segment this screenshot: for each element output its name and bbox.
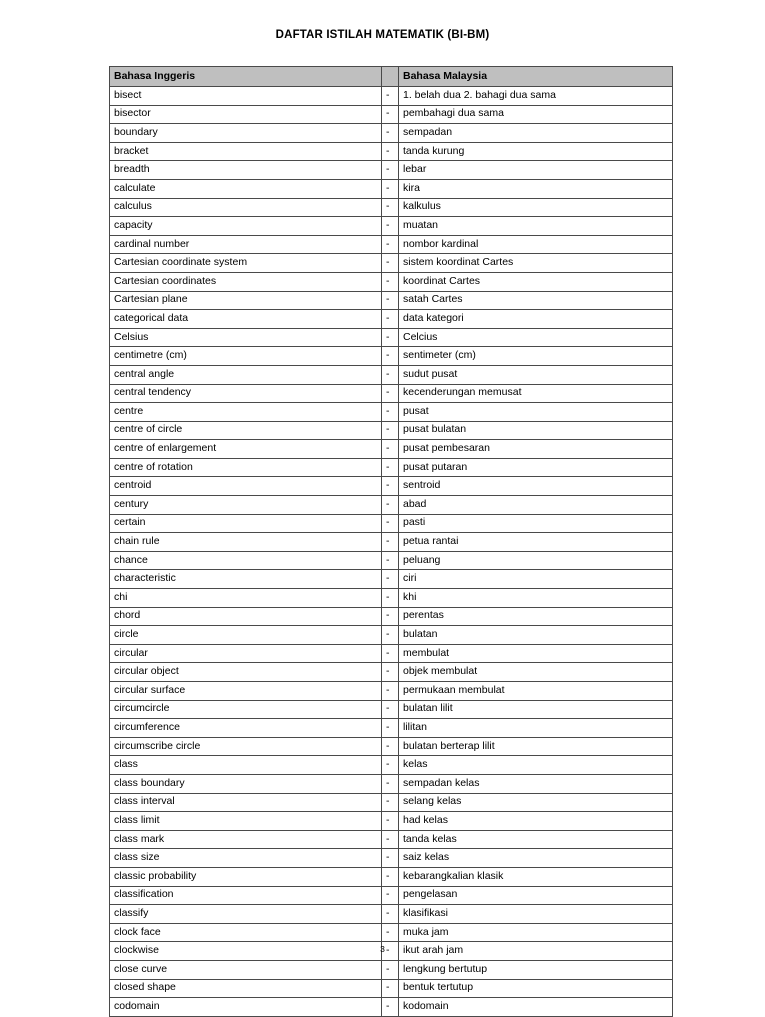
cell-english-term: bisect bbox=[110, 87, 382, 106]
cell-malay-term: sentroid bbox=[399, 477, 673, 496]
cell-english-term: breadth bbox=[110, 161, 382, 180]
cell-malay-term: perentas bbox=[399, 607, 673, 626]
table-row bbox=[110, 923, 673, 942]
cell-separator: - bbox=[382, 384, 399, 403]
table-row bbox=[110, 477, 673, 496]
cell-separator: - bbox=[382, 644, 399, 663]
table-row bbox=[110, 663, 673, 682]
cell-english-term: centroid bbox=[110, 477, 382, 496]
cell-separator: - bbox=[382, 403, 399, 422]
table-row bbox=[110, 384, 673, 403]
cell-malay-term: sentimeter (cm) bbox=[399, 347, 673, 366]
cell-separator: - bbox=[382, 849, 399, 868]
cell-english-term: class bbox=[110, 756, 382, 775]
cell-malay-term: peluang bbox=[399, 551, 673, 570]
table-row bbox=[110, 737, 673, 756]
cell-malay-term: bulatan berterap lilit bbox=[399, 737, 673, 756]
cell-separator: - bbox=[382, 960, 399, 979]
cell-malay-term: lengkung bertutup bbox=[399, 960, 673, 979]
page-title: DAFTAR ISTILAH MATEMATIK (BI-BM) bbox=[275, 29, 490, 41]
cell-malay-term: lilitan bbox=[399, 719, 673, 738]
cell-separator: - bbox=[382, 310, 399, 329]
cell-separator: - bbox=[382, 607, 399, 626]
cell-malay-term: pembahagi dua sama bbox=[399, 105, 673, 124]
cell-separator: - bbox=[382, 719, 399, 738]
cell-english-term: circular surface bbox=[110, 682, 382, 701]
table-row bbox=[110, 551, 673, 570]
cell-malay-term: tanda kelas bbox=[399, 830, 673, 849]
table-row bbox=[110, 105, 673, 124]
column-header-english: Bahasa Inggeris bbox=[110, 67, 382, 87]
cell-malay-term: lebar bbox=[399, 161, 673, 180]
cell-malay-term: 1. belah dua 2. bahagi dua sama bbox=[399, 87, 673, 106]
cell-english-term: circumcircle bbox=[110, 700, 382, 719]
table-row bbox=[110, 589, 673, 608]
cell-english-term: chain rule bbox=[110, 533, 382, 552]
cell-malay-term: kelas bbox=[399, 756, 673, 775]
cell-malay-term: bentuk tertutup bbox=[399, 979, 673, 998]
table-row bbox=[110, 700, 673, 719]
table-row bbox=[110, 756, 673, 775]
cell-malay-term: selang kelas bbox=[399, 793, 673, 812]
cell-separator: - bbox=[382, 886, 399, 905]
cell-english-term: clockwise bbox=[110, 942, 382, 961]
cell-separator: - bbox=[382, 198, 399, 217]
table-row bbox=[110, 403, 673, 422]
cell-english-term: categorical data bbox=[110, 310, 382, 329]
table-row bbox=[110, 272, 673, 291]
glossary-table-container bbox=[109, 66, 672, 1017]
cell-malay-term: pengelasan bbox=[399, 886, 673, 905]
cell-english-term: centre of circle bbox=[110, 421, 382, 440]
table-row bbox=[110, 235, 673, 254]
cell-english-term: circumscribe circle bbox=[110, 737, 382, 756]
cell-malay-term: kira bbox=[399, 179, 673, 198]
cell-malay-term: petua rantai bbox=[399, 533, 673, 552]
cell-malay-term: bulatan bbox=[399, 626, 673, 645]
cell-separator: - bbox=[382, 682, 399, 701]
cell-malay-term: membulat bbox=[399, 644, 673, 663]
cell-malay-term: ciri bbox=[399, 570, 673, 589]
table-row bbox=[110, 310, 673, 329]
cell-separator: - bbox=[382, 87, 399, 106]
cell-separator: - bbox=[382, 496, 399, 515]
cell-malay-term: muka jam bbox=[399, 923, 673, 942]
cell-separator: - bbox=[382, 942, 399, 961]
cell-malay-term: sempadan bbox=[399, 124, 673, 143]
cell-separator: - bbox=[382, 477, 399, 496]
cell-english-term: characteristic bbox=[110, 570, 382, 589]
cell-malay-term: kecenderungan memusat bbox=[399, 384, 673, 403]
cell-english-term: classify bbox=[110, 905, 382, 924]
table-row bbox=[110, 830, 673, 849]
cell-malay-term: abad bbox=[399, 496, 673, 515]
table-row bbox=[110, 87, 673, 106]
table-row bbox=[110, 626, 673, 645]
cell-malay-term: pusat putaran bbox=[399, 458, 673, 477]
cell-separator: - bbox=[382, 793, 399, 812]
table-row bbox=[110, 254, 673, 273]
cell-separator: - bbox=[382, 254, 399, 273]
cell-malay-term: permukaan membulat bbox=[399, 682, 673, 701]
table-row bbox=[110, 533, 673, 552]
cell-separator: - bbox=[382, 179, 399, 198]
cell-separator: - bbox=[382, 830, 399, 849]
cell-separator: - bbox=[382, 589, 399, 608]
table-row bbox=[110, 774, 673, 793]
table-body bbox=[110, 87, 673, 1017]
table-row bbox=[110, 161, 673, 180]
cell-separator: - bbox=[382, 533, 399, 552]
cell-malay-term: kodomain bbox=[399, 998, 673, 1017]
cell-malay-term: bulatan lilit bbox=[399, 700, 673, 719]
cell-english-term: capacity bbox=[110, 217, 382, 236]
table-row bbox=[110, 793, 673, 812]
cell-separator: - bbox=[382, 124, 399, 143]
cell-malay-term: kebarangkalian klasik bbox=[399, 867, 673, 886]
cell-malay-term: khi bbox=[399, 589, 673, 608]
cell-separator: - bbox=[382, 235, 399, 254]
cell-separator: - bbox=[382, 347, 399, 366]
cell-malay-term: klasifikasi bbox=[399, 905, 673, 924]
cell-malay-term: pusat bbox=[399, 403, 673, 422]
cell-malay-term: satah Cartes bbox=[399, 291, 673, 310]
cell-separator: - bbox=[382, 328, 399, 347]
cell-separator: - bbox=[382, 142, 399, 161]
cell-english-term: Cartesian coordinate system bbox=[110, 254, 382, 273]
cell-english-term: central tendency bbox=[110, 384, 382, 403]
cell-english-term: chord bbox=[110, 607, 382, 626]
cell-english-term: classic probability bbox=[110, 867, 382, 886]
cell-malay-term: had kelas bbox=[399, 812, 673, 831]
cell-english-term: class boundary bbox=[110, 774, 382, 793]
page-number: 3 bbox=[380, 944, 385, 954]
cell-separator: - bbox=[382, 756, 399, 775]
cell-english-term: boundary bbox=[110, 124, 382, 143]
table-row bbox=[110, 179, 673, 198]
cell-english-term: centre of enlargement bbox=[110, 440, 382, 459]
cell-english-term: centre of rotation bbox=[110, 458, 382, 477]
cell-separator: - bbox=[382, 421, 399, 440]
cell-separator: - bbox=[382, 923, 399, 942]
cell-malay-term: nombor kardinal bbox=[399, 235, 673, 254]
table-row bbox=[110, 719, 673, 738]
cell-malay-term: saiz kelas bbox=[399, 849, 673, 868]
cell-english-term: centre bbox=[110, 403, 382, 422]
cell-separator: - bbox=[382, 905, 399, 924]
table-row bbox=[110, 812, 673, 831]
cell-english-term: codomain bbox=[110, 998, 382, 1017]
cell-english-term: chi bbox=[110, 589, 382, 608]
cell-english-term: calculus bbox=[110, 198, 382, 217]
cell-english-term: chance bbox=[110, 551, 382, 570]
table-row bbox=[110, 644, 673, 663]
cell-malay-term: sempadan kelas bbox=[399, 774, 673, 793]
table-row bbox=[110, 570, 673, 589]
cell-english-term: Cartesian plane bbox=[110, 291, 382, 310]
cell-english-term: class size bbox=[110, 849, 382, 868]
table-row bbox=[110, 198, 673, 217]
cell-separator: - bbox=[382, 737, 399, 756]
cell-malay-term: muatan bbox=[399, 217, 673, 236]
cell-separator: - bbox=[382, 551, 399, 570]
cell-english-term: class limit bbox=[110, 812, 382, 831]
table-row bbox=[110, 998, 673, 1017]
column-header-malay: Bahasa Malaysia bbox=[399, 67, 673, 87]
cell-separator: - bbox=[382, 458, 399, 477]
table-row bbox=[110, 979, 673, 998]
cell-separator: - bbox=[382, 663, 399, 682]
cell-english-term: Cartesian coordinates bbox=[110, 272, 382, 291]
cell-separator: - bbox=[382, 161, 399, 180]
cell-english-term: class mark bbox=[110, 830, 382, 849]
table-row bbox=[110, 328, 673, 347]
table-row bbox=[110, 124, 673, 143]
table-row bbox=[110, 905, 673, 924]
table-header bbox=[110, 67, 673, 87]
cell-separator: - bbox=[382, 774, 399, 793]
cell-separator: - bbox=[382, 570, 399, 589]
cell-separator: - bbox=[382, 217, 399, 236]
table-row bbox=[110, 440, 673, 459]
table-row bbox=[110, 886, 673, 905]
cell-separator: - bbox=[382, 979, 399, 998]
cell-malay-term: Celcius bbox=[399, 328, 673, 347]
table-row bbox=[110, 496, 673, 515]
cell-malay-term: sistem koordinat Cartes bbox=[399, 254, 673, 273]
table-row bbox=[110, 347, 673, 366]
cell-separator: - bbox=[382, 440, 399, 459]
cell-malay-term: tanda kurung bbox=[399, 142, 673, 161]
cell-english-term: calculate bbox=[110, 179, 382, 198]
cell-separator: - bbox=[382, 105, 399, 124]
cell-separator: - bbox=[382, 514, 399, 533]
cell-separator: - bbox=[382, 867, 399, 886]
cell-separator: - bbox=[382, 998, 399, 1017]
cell-english-term: central angle bbox=[110, 365, 382, 384]
table-row bbox=[110, 849, 673, 868]
cell-english-term: circular bbox=[110, 644, 382, 663]
cell-english-term: bisector bbox=[110, 105, 382, 124]
cell-english-term: clock face bbox=[110, 923, 382, 942]
cell-malay-term: pasti bbox=[399, 514, 673, 533]
cell-malay-term: pusat pembesaran bbox=[399, 440, 673, 459]
table-row bbox=[110, 291, 673, 310]
cell-malay-term: data kategori bbox=[399, 310, 673, 329]
cell-english-term: closed shape bbox=[110, 979, 382, 998]
table-header-row bbox=[110, 67, 673, 87]
cell-malay-term: ikut arah jam bbox=[399, 942, 673, 961]
cell-separator: - bbox=[382, 365, 399, 384]
cell-english-term: close curve bbox=[110, 960, 382, 979]
cell-english-term: circular object bbox=[110, 663, 382, 682]
cell-separator: - bbox=[382, 626, 399, 645]
table-row bbox=[110, 867, 673, 886]
column-header-separator bbox=[382, 67, 399, 87]
cell-english-term: circle bbox=[110, 626, 382, 645]
cell-english-term: circumference bbox=[110, 719, 382, 738]
cell-english-term: certain bbox=[110, 514, 382, 533]
cell-english-term: century bbox=[110, 496, 382, 515]
table-row bbox=[110, 142, 673, 161]
cell-malay-term: kalkulus bbox=[399, 198, 673, 217]
table-row bbox=[110, 421, 673, 440]
table-row bbox=[110, 682, 673, 701]
table-row bbox=[110, 514, 673, 533]
cell-english-term: class interval bbox=[110, 793, 382, 812]
table-row bbox=[110, 607, 673, 626]
cell-english-term: cardinal number bbox=[110, 235, 382, 254]
table-row bbox=[110, 458, 673, 477]
cell-english-term: Celsius bbox=[110, 328, 382, 347]
cell-english-term: bracket bbox=[110, 142, 382, 161]
cell-separator: - bbox=[382, 272, 399, 291]
cell-separator: - bbox=[382, 700, 399, 719]
cell-malay-term: objek membulat bbox=[399, 663, 673, 682]
table-row bbox=[110, 365, 673, 384]
glossary-table bbox=[109, 66, 673, 1017]
cell-separator: - bbox=[382, 291, 399, 310]
cell-english-term: centimetre (cm) bbox=[110, 347, 382, 366]
table-row bbox=[110, 960, 673, 979]
cell-malay-term: pusat bulatan bbox=[399, 421, 673, 440]
cell-malay-term: sudut pusat bbox=[399, 365, 673, 384]
cell-english-term: classification bbox=[110, 886, 382, 905]
cell-separator: - bbox=[382, 812, 399, 831]
table-row bbox=[110, 217, 673, 236]
cell-malay-term: koordinat Cartes bbox=[399, 272, 673, 291]
